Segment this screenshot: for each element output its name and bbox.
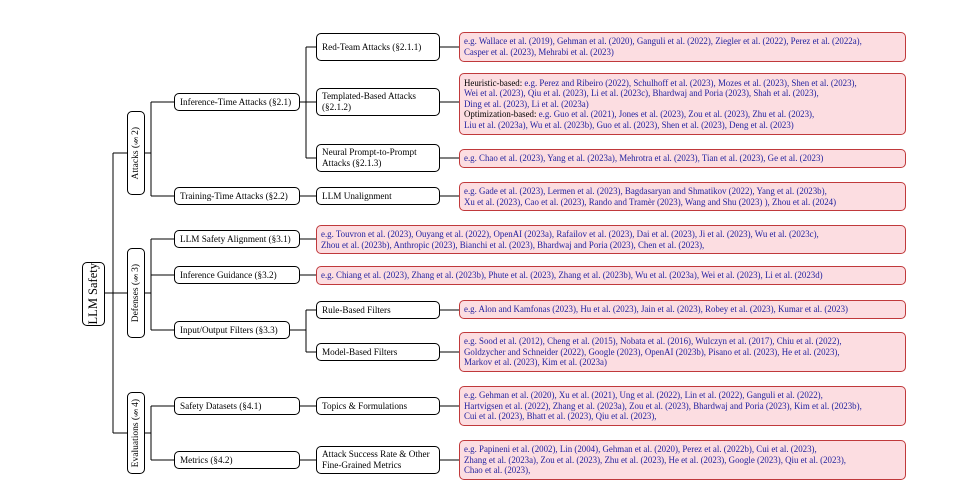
leaf-neural-p2p-references	[459, 149, 906, 168]
leaf-line: Hartvigsen et al. (2022), Zhang et al. (2023a), Zou et al. (2023), Bhardwaj and Poria (2023), Kim et al. (2023b),	[464, 400, 862, 411]
node-llm-safety-alignment	[174, 230, 300, 248]
node-neural-prompt-to-prompt	[316, 144, 440, 172]
leaf-rule-filters-references	[459, 300, 906, 319]
category-defenses	[127, 248, 145, 338]
node-red-team-attacks-label: Red-Team Attacks (§2.1.1)	[322, 41, 422, 52]
leaf-model-filters-references	[459, 332, 906, 372]
node-topics-formulations	[316, 397, 440, 415]
leaf-line: Cui et al. (2023), Bhatt et al. (2023), Qiu et al. (2023),	[464, 411, 657, 422]
optimization-line-1: e.g. Guo et al. (2021), Jones et al. (2023), Zou et al. (2023), Zhu et al. (2023),	[538, 109, 815, 120]
optimization-label: Optimization-based:	[464, 109, 537, 120]
node-neural-prompt-to-prompt-label: Neural Prompt-to-Prompt Attacks (§2.1.3)	[322, 147, 417, 168]
node-input-output-filters-label: Input/Output Filters (§3.3)	[180, 324, 278, 335]
leaf-asr-references	[459, 440, 906, 480]
node-rule-based-filters	[316, 301, 440, 319]
node-red-team-attacks	[316, 33, 440, 61]
leaf-line: Goldzycher and Schneider (2022), Google (2023), OpenAI (2023b), Pisano et al. (2023), He et al. (2023),	[464, 346, 840, 357]
heuristic-label: Heuristic-based:	[464, 77, 523, 88]
node-training-time-attacks-label: Training-Time Attacks (§2.2)	[180, 190, 288, 201]
leaf-line: Wei et al. (2023), Qiu et al. (2023), Li et al. (2023c), Bhardwaj and Poria (2023), Shah et al. (2023),	[464, 88, 819, 99]
category-attacks-label: Attacks (§2)	[131, 126, 141, 180]
node-inference-guidance	[174, 266, 300, 284]
leaf-line: Markov et al. (2023), Kim et al. (2023a)	[464, 357, 607, 368]
node-attack-success-rate	[316, 446, 440, 474]
leaf-line: Liu et al. (2023a), Wu et al. (2023b), Guo et al. (2023), Shen et al. (2023), Deng et al. (2023)	[464, 119, 794, 130]
category-evaluations-label: Evaluations (§4)	[131, 398, 141, 468]
node-llm-unalignment	[316, 187, 440, 205]
leaf-line: Zhang et al. (2023a), Zou et al. (2023), Zhu et al. (2023), He et al. (2023), Google (2023), Qiu et al. (2023),	[464, 454, 847, 465]
category-evaluations	[127, 392, 145, 474]
node-topics-formulations-label: Topics & Formulations	[322, 400, 408, 411]
leaf-line-heuristic	[464, 78, 901, 89]
node-templated-based-attacks	[316, 88, 440, 116]
root-label: LLM Safety	[86, 263, 100, 325]
leaf-red-team-references	[459, 32, 906, 62]
leaf-templated-references	[459, 73, 906, 135]
leaf-line: Ding et al. (2023), Li et al. (2023a)	[464, 98, 589, 109]
leaf-line: e.g. Touvron et al. (2023), Ouyang et al. (2022), OpenAI (2023a), Rafailov et al. (2023), Dai et al. (2023), Ji et al. (2023), Wu et al. (2023c),	[321, 228, 819, 239]
leaf-line: Casper et al. (2023), Mehrabi et al. (2023)	[464, 47, 614, 57]
heuristic-line-1: e.g. Perez and Ribeiro (2022), Schulhoff et al. (2023), Mozes et al. (2023), Shen et al. (2023),	[524, 77, 857, 88]
node-templated-based-attacks-label: Templated-Based Attacks (§2.1.2)	[322, 91, 417, 112]
node-llm-safety-alignment-label: LLM Safety Alignment (§3.1)	[180, 233, 291, 244]
leaf-line: Chao et al. (2023),	[464, 465, 531, 476]
node-safety-datasets	[174, 397, 300, 415]
node-metrics-label: Metrics (§4.2)	[180, 454, 233, 465]
leaf-unalignment-references	[459, 182, 906, 211]
leaf-line: e.g. Chiang et al. (2023), Zhang et al. (2023b), Phute et al. (2023), Zhang et al. (2023b), Wu et al. (2023a), Wei et al. (2023), Li et al. (2023d)	[321, 270, 823, 281]
leaf-line: Zhou et al. (2023b), Anthropic (2023), Bianchi et al. (2023), Bhardwaj and Poria (2023), Chen et al. (2023),	[321, 239, 705, 250]
node-training-time-attacks	[174, 187, 300, 205]
leaf-safety-alignment-references	[316, 225, 906, 254]
root-node-llm-safety	[82, 262, 105, 326]
leaf-line-optimization	[464, 109, 901, 120]
node-inference-time-attacks-label: Inference-Time Attacks (§2.1)	[180, 96, 292, 107]
node-rule-based-filters-label: Rule-Based Filters	[322, 304, 391, 315]
leaf-line: e.g. Alon and Kamfonas (2023), Hu et al. (2023), Jain et al. (2023), Robey et al. (2023), Kumar et al. (2023)	[464, 304, 848, 315]
leaf-line: e.g. Gade et al. (2023), Lermen et al. (2023), Bagdasaryan and Shmatikov (2022), Yang et al. (2023b),	[464, 185, 827, 196]
node-inference-time-attacks	[174, 93, 300, 111]
leaf-inference-guidance-references	[316, 266, 906, 285]
node-inference-guidance-label: Inference Guidance (§3.2)	[180, 269, 277, 280]
leaf-topics-references	[459, 386, 906, 426]
category-defenses-label: Defenses (§3)	[131, 263, 141, 323]
leaf-line: e.g. Papineni et al. (2002), Lin (2004), Gehman et al. (2020), Perez et al. (2022b), Cui et al. (2023),	[464, 444, 817, 455]
leaf-line: e.g. Gehman et al. (2020), Xu et al. (2021), Ung et al. (2022), Lin et al. (2022), Ganguli et al. (2022),	[464, 390, 823, 401]
leaf-line: e.g. Chao et al. (2023), Yang et al. (2023a), Mehrotra et al. (2023), Tian et al. (2023), Ge et al. (2023)	[464, 153, 824, 164]
node-model-based-filters-label: Model-Based Filters	[322, 346, 398, 357]
node-attack-success-rate-label: Attack Success Rate & Other Fine-Grained Metrics	[322, 449, 430, 470]
node-metrics	[174, 451, 300, 469]
leaf-line: Xu et al. (2023), Cao et al. (2023), Rando and Tramèr (2023), Wang and Shu (2023) ), Zhou et al. (2024)	[464, 196, 837, 207]
leaf-line: e.g. Wallace et al. (2019), Gehman et al. (2020), Ganguli et al. (2022), Ziegler et al. (2022), Perez et al. (2022a),	[464, 36, 862, 47]
category-attacks	[127, 111, 145, 195]
leaf-line: e.g. Sood et al. (2012), Cheng et al. (2015), Nobata et al. (2016), Wulczyn et al. (2017), Chiu et al. (2022),	[464, 336, 842, 347]
node-safety-datasets-label: Safety Datasets (§4.1)	[180, 400, 262, 411]
node-input-output-filters	[174, 321, 290, 339]
node-model-based-filters	[316, 343, 440, 361]
node-llm-unalignment-label: LLM Unalignment	[322, 190, 392, 201]
